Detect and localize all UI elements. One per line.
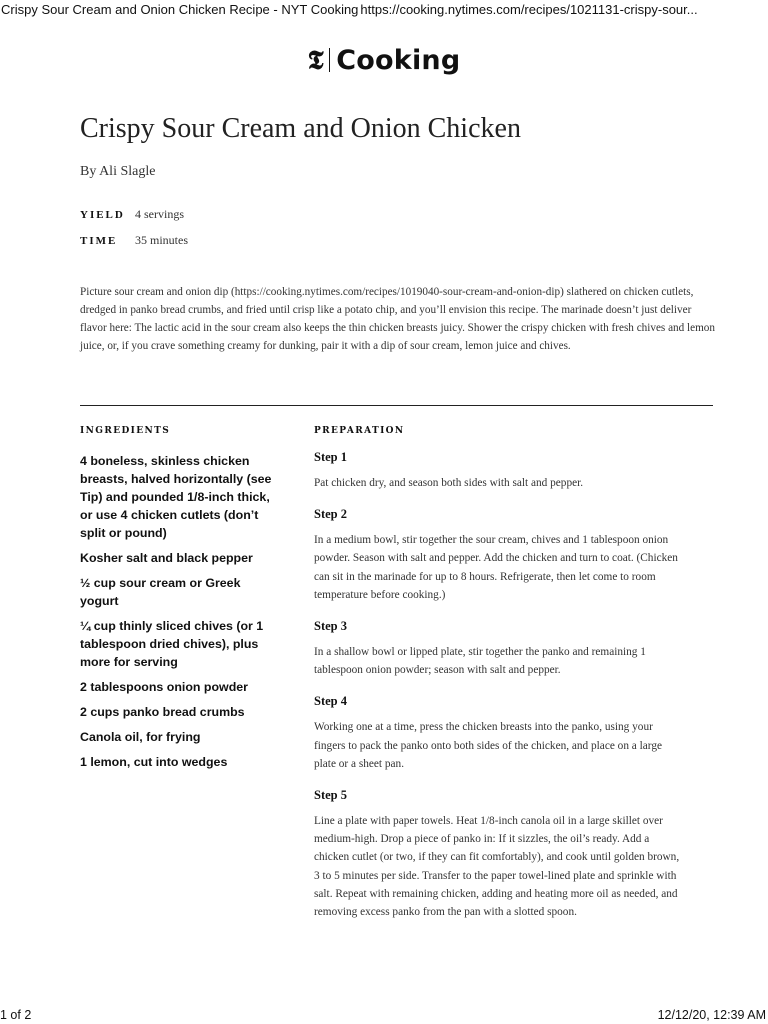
print-header <box>0 0 768 22</box>
step-title: Step 2 <box>314 507 347 522</box>
step-text: Working one at a time, press the chicken breasts into the panko, using your fingers to pack the panko onto both sides of the chicken, and place on a large plate or a sheet pan. <box>314 721 663 770</box>
page-url[interactable]: https://cooking.nytimes.com/recipes/1021131-crispy-sour... <box>360 2 698 17</box>
preparation-steps <box>314 450 684 936</box>
time-label: TIME <box>80 235 118 247</box>
ingredient-item: 2 tablespoons onion powder <box>80 680 248 694</box>
ingredients-list <box>80 452 280 778</box>
yield-label: YIELD <box>80 209 125 221</box>
preparation-heading: PREPARATION <box>314 426 405 436</box>
step-title: Step 5 <box>314 788 347 803</box>
recipe-intro: Picture sour cream and onion dip (https://cooking.nytimes.com/recipes/1019040-sour-cream-and-onion-dip) slathered on chicken cutlets, dredged in panko bread crumbs, and fried until crisp like a potato chip, and you’ll envision this recipe. The marinade doesn’t just deliver flavor here: The lactic acid in the sour cream also keeps the thin chicken breasts juicy. Shower the crispy chicken with fresh chives and lemon juice, or, if you crave something creamy for dunking, pair it with a dip of sour cream, lemon juice and chives. <box>80 286 715 353</box>
ingredient-item: 2 cups panko bread crumbs <box>80 705 245 719</box>
logo-wordmark: Cooking <box>336 45 461 76</box>
step-title: Step 1 <box>314 450 347 464</box>
yield-value: 4 servings <box>135 207 184 221</box>
nyt-cooking-logo[interactable] <box>0 44 768 77</box>
ingredient-item: Kosher salt and black pepper <box>80 551 253 565</box>
step-title: Step 3 <box>314 619 347 634</box>
page-title-header: Crispy Sour Cream and Onion Chicken Recipe - NYT Cooking <box>1 2 359 17</box>
time-value: 35 minutes <box>135 233 188 247</box>
step-text: Pat chicken dry, and season both sides with salt and pepper. <box>314 477 584 489</box>
recipe-title: Crispy Sour Cream and Onion Chicken <box>80 113 521 144</box>
step-text: Line a plate with paper towels. Heat 1/8-inch canola oil in a large skillet over medium-high. Drop a piece of panko in: If it sizzles, the oil’s ready. Add a chicken cutlet (or two, if they can fit comfortably), and cook until golden brown, 3 to 5 minutes per side. Transfer to the paper towel-lined plate and sprinkle with salt. Repeat with remaining chicken, adding and heating more oil as needed, and removing excess panko from the pan with a slotted spoon. <box>314 815 680 919</box>
step-text: In a medium bowl, stir together the sour cream, chives and 1 tablespoon onion powder. Season with salt and pepper. Add the chicken and turn to coat. (Chicken can sit in the marinade for up to 8 hours. Refrigerate, then let come to room temperature before cooking.) <box>314 534 678 601</box>
recipe-byline: By Ali Slagle <box>80 164 156 179</box>
step-text: In a shallow bowl or lipped plate, stir together the panko and remaining 1 tablespoon onion powder; season with salt and pepper. <box>314 646 646 677</box>
print-datetime: 12/12/20, 12:39 AM <box>657 1008 766 1022</box>
yield-row <box>80 207 184 222</box>
ingredient-item: ¼ cup thinly sliced chives (or 1 tablespoon dried chives), plus more for serving <box>80 619 264 669</box>
ingredient-item: Canola oil, for frying <box>80 730 201 744</box>
nyt-t-mark-icon: 𝕿 <box>307 46 324 76</box>
ingredient-item: 4 boneless, skinless chicken breasts, halved horizontally (see Tip) and pounded 1/8-inch thick, or use 4 chicken cutlets (don’t split or pound) <box>80 454 272 540</box>
section-divider <box>80 405 713 406</box>
logo-divider <box>329 48 331 72</box>
step-title: Step 4 <box>314 694 347 709</box>
time-row <box>80 233 188 248</box>
ingredients-heading: INGREDIENTS <box>80 426 171 436</box>
ingredient-item: ½ cup sour cream or Greek yogurt <box>80 576 241 608</box>
page-number: 1 of 2 <box>0 1008 32 1022</box>
ingredient-item: 1 lemon, cut into wedges <box>80 755 228 769</box>
